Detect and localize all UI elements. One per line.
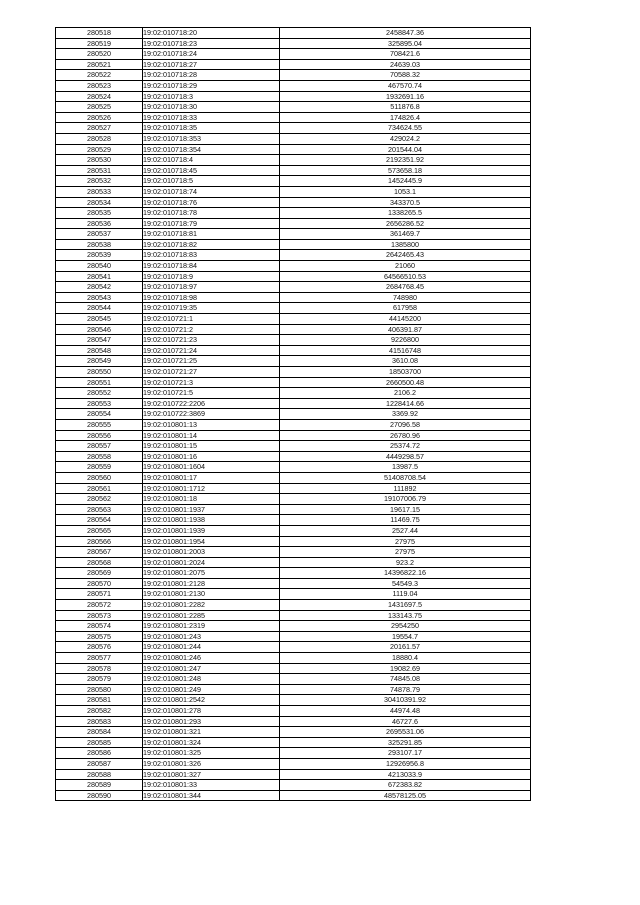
table-row bbox=[56, 748, 531, 759]
row-number-cell: 280555 bbox=[56, 419, 143, 430]
cadastral-number-cell: 19:02:010801:2130 bbox=[143, 589, 280, 600]
table-row bbox=[56, 165, 531, 176]
cadastral-value-cell: 2527.44 bbox=[280, 525, 531, 536]
cadastral-number-cell: 19:02:010718:27 bbox=[143, 59, 280, 70]
row-number-cell: 280545 bbox=[56, 314, 143, 325]
table-row bbox=[56, 282, 531, 293]
table-row bbox=[56, 144, 531, 155]
cadastral-value-cell: 467570.74 bbox=[280, 80, 531, 91]
table-row bbox=[56, 430, 531, 441]
cadastral-number-cell: 19:02:010721:2 bbox=[143, 324, 280, 335]
table-row bbox=[56, 59, 531, 70]
table-row bbox=[56, 621, 531, 632]
row-number-cell: 280552 bbox=[56, 388, 143, 399]
table-row bbox=[56, 547, 531, 558]
cadastral-number-cell: 19:02:010801:15 bbox=[143, 441, 280, 452]
cadastral-value-cell: 13987.5 bbox=[280, 462, 531, 473]
row-number-cell: 280524 bbox=[56, 91, 143, 102]
row-number-cell: 280586 bbox=[56, 748, 143, 759]
table-row bbox=[56, 314, 531, 325]
row-number-cell: 280590 bbox=[56, 790, 143, 801]
cadastral-number-cell: 19:02:010801:247 bbox=[143, 663, 280, 674]
table-row bbox=[56, 589, 531, 600]
cadastral-value-cell: 4213033.9 bbox=[280, 769, 531, 780]
table-row bbox=[56, 494, 531, 505]
table-row bbox=[56, 769, 531, 780]
cadastral-value-cell: 3610.08 bbox=[280, 356, 531, 367]
cadastral-number-cell: 19:02:010801:243 bbox=[143, 631, 280, 642]
row-number-cell: 280519 bbox=[56, 38, 143, 49]
cadastral-number-cell: 19:02:010801:16 bbox=[143, 451, 280, 462]
cadastral-number-cell: 19:02:010801:1604 bbox=[143, 462, 280, 473]
table-row bbox=[56, 568, 531, 579]
cadastral-number-cell: 19:02:010718:30 bbox=[143, 102, 280, 113]
row-number-cell: 280540 bbox=[56, 261, 143, 272]
row-number-cell: 280543 bbox=[56, 292, 143, 303]
cadastral-value-cell: 2106.2 bbox=[280, 388, 531, 399]
cadastral-number-cell: 19:02:010718:23 bbox=[143, 38, 280, 49]
cadastral-value-cell: 30410391.92 bbox=[280, 695, 531, 706]
table-row bbox=[56, 102, 531, 113]
cadastral-value-cell: 325895.04 bbox=[280, 38, 531, 49]
table-row bbox=[56, 388, 531, 399]
table-row bbox=[56, 91, 531, 102]
table-row bbox=[56, 303, 531, 314]
cadastral-number-cell: 19:02:010801:13 bbox=[143, 419, 280, 430]
row-number-cell: 280568 bbox=[56, 557, 143, 568]
cadastral-number-cell: 19:02:010801:33 bbox=[143, 780, 280, 791]
table-row bbox=[56, 706, 531, 717]
cadastral-number-cell: 19:02:010718:98 bbox=[143, 292, 280, 303]
table-row bbox=[56, 578, 531, 589]
cadastral-number-cell: 19:02:010718:78 bbox=[143, 208, 280, 219]
row-number-cell: 280546 bbox=[56, 324, 143, 335]
cadastral-number-cell: 19:02:010718:83 bbox=[143, 250, 280, 261]
row-number-cell: 280550 bbox=[56, 367, 143, 378]
cadastral-value-cell: 46727.6 bbox=[280, 716, 531, 727]
cadastral-number-cell: 19:02:010718:28 bbox=[143, 70, 280, 81]
table-row bbox=[56, 504, 531, 515]
cadastral-number-cell: 19:02:010721:3 bbox=[143, 377, 280, 388]
cadastral-value-cell: 27975 bbox=[280, 547, 531, 558]
row-number-cell: 280563 bbox=[56, 504, 143, 515]
row-number-cell: 280531 bbox=[56, 165, 143, 176]
cadastral-value-cell: 27096.58 bbox=[280, 419, 531, 430]
table-row bbox=[56, 271, 531, 282]
cadastral-value-cell: 19107006.79 bbox=[280, 494, 531, 505]
cadastral-number-cell: 19:02:010801:1939 bbox=[143, 525, 280, 536]
table-row bbox=[56, 112, 531, 123]
row-number-cell: 280537 bbox=[56, 229, 143, 240]
table-row bbox=[56, 631, 531, 642]
row-number-cell: 280527 bbox=[56, 123, 143, 134]
cadastral-value-cell: 1932691.16 bbox=[280, 91, 531, 102]
cadastral-value-cell: 1452445.9 bbox=[280, 176, 531, 187]
cadastral-value-cell: 9226800 bbox=[280, 335, 531, 346]
table-row bbox=[56, 123, 531, 134]
cadastral-number-cell: 19:02:010801:248 bbox=[143, 674, 280, 685]
row-number-cell: 280567 bbox=[56, 547, 143, 558]
cadastral-number-cell: 19:02:010718:76 bbox=[143, 197, 280, 208]
table-row bbox=[56, 483, 531, 494]
table-row bbox=[56, 398, 531, 409]
cadastral-value-cell: 19617.15 bbox=[280, 504, 531, 515]
row-number-cell: 280544 bbox=[56, 303, 143, 314]
table-row bbox=[56, 419, 531, 430]
table-row bbox=[56, 208, 531, 219]
cadastral-value-cell: 4449298.57 bbox=[280, 451, 531, 462]
table-row bbox=[56, 292, 531, 303]
cadastral-value-table bbox=[55, 27, 531, 801]
cadastral-number-cell: 19:02:010718:45 bbox=[143, 165, 280, 176]
cadastral-number-cell: 19:02:010801:18 bbox=[143, 494, 280, 505]
row-number-cell: 280536 bbox=[56, 218, 143, 229]
cadastral-number-cell: 19:02:010801:244 bbox=[143, 642, 280, 653]
cadastral-number-cell: 19:02:010718:354 bbox=[143, 144, 280, 155]
cadastral-value-cell: 24639.03 bbox=[280, 59, 531, 70]
row-number-cell: 280541 bbox=[56, 271, 143, 282]
cadastral-value-cell: 74878.79 bbox=[280, 684, 531, 695]
cadastral-value-cell: 293107.17 bbox=[280, 748, 531, 759]
cadastral-number-cell: 19:02:010718:20 bbox=[143, 28, 280, 39]
cadastral-value-cell: 44974.48 bbox=[280, 706, 531, 717]
cadastral-number-cell: 19:02:010801:326 bbox=[143, 758, 280, 769]
cadastral-value-cell: 111892 bbox=[280, 483, 531, 494]
cadastral-value-cell: 25374.72 bbox=[280, 441, 531, 452]
row-number-cell: 280571 bbox=[56, 589, 143, 600]
cadastral-number-cell: 19:02:010801:1954 bbox=[143, 536, 280, 547]
cadastral-number-cell: 19:02:010801:17 bbox=[143, 472, 280, 483]
cadastral-value-cell: 2954250 bbox=[280, 621, 531, 632]
row-number-cell: 280534 bbox=[56, 197, 143, 208]
table-row bbox=[56, 324, 531, 335]
table-row bbox=[56, 261, 531, 272]
cadastral-value-cell: 54549.3 bbox=[280, 578, 531, 589]
row-number-cell: 280520 bbox=[56, 49, 143, 60]
row-number-cell: 280574 bbox=[56, 621, 143, 632]
cadastral-value-cell: 27975 bbox=[280, 536, 531, 547]
cadastral-value-cell: 19554.7 bbox=[280, 631, 531, 642]
cadastral-value-cell: 18880.4 bbox=[280, 653, 531, 664]
table-row bbox=[56, 653, 531, 664]
row-number-cell: 280576 bbox=[56, 642, 143, 653]
cadastral-number-cell: 19:02:010718:79 bbox=[143, 218, 280, 229]
row-number-cell: 280522 bbox=[56, 70, 143, 81]
cadastral-value-cell: 2695531.06 bbox=[280, 727, 531, 738]
table-row bbox=[56, 335, 531, 346]
table-row bbox=[56, 695, 531, 706]
row-number-cell: 280551 bbox=[56, 377, 143, 388]
cadastral-value-cell: 748980 bbox=[280, 292, 531, 303]
row-number-cell: 280532 bbox=[56, 176, 143, 187]
row-number-cell: 280579 bbox=[56, 674, 143, 685]
cadastral-value-cell: 3369.92 bbox=[280, 409, 531, 420]
row-number-cell: 280538 bbox=[56, 239, 143, 250]
table-row bbox=[56, 186, 531, 197]
row-number-cell: 280554 bbox=[56, 409, 143, 420]
table-row bbox=[56, 451, 531, 462]
row-number-cell: 280565 bbox=[56, 525, 143, 536]
cadastral-number-cell: 19:02:010718:24 bbox=[143, 49, 280, 60]
cadastral-value-cell: 11469.75 bbox=[280, 515, 531, 526]
table-row bbox=[56, 472, 531, 483]
cadastral-value-cell: 1431697.5 bbox=[280, 600, 531, 611]
row-number-cell: 280564 bbox=[56, 515, 143, 526]
cadastral-value-cell: 734624.55 bbox=[280, 123, 531, 134]
row-number-cell: 280577 bbox=[56, 653, 143, 664]
cadastral-value-cell: 44145200 bbox=[280, 314, 531, 325]
row-number-cell: 280556 bbox=[56, 430, 143, 441]
row-number-cell: 280525 bbox=[56, 102, 143, 113]
row-number-cell: 280539 bbox=[56, 250, 143, 261]
cadastral-value-cell: 51408708.54 bbox=[280, 472, 531, 483]
table-row bbox=[56, 737, 531, 748]
cadastral-value-cell: 70588.32 bbox=[280, 70, 531, 81]
row-number-cell: 280553 bbox=[56, 398, 143, 409]
cadastral-number-cell: 19:02:010801:2003 bbox=[143, 547, 280, 558]
cadastral-value-cell: 511876.8 bbox=[280, 102, 531, 113]
row-number-cell: 280578 bbox=[56, 663, 143, 674]
table-row bbox=[56, 780, 531, 791]
table-row bbox=[56, 441, 531, 452]
cadastral-number-cell: 19:02:010801:344 bbox=[143, 790, 280, 801]
table-row bbox=[56, 80, 531, 91]
cadastral-value-cell: 573658.18 bbox=[280, 165, 531, 176]
table-row bbox=[56, 133, 531, 144]
cadastral-value-cell: 201544.04 bbox=[280, 144, 531, 155]
table-row bbox=[56, 250, 531, 261]
table-row bbox=[56, 197, 531, 208]
cadastral-number-cell: 19:02:010801:325 bbox=[143, 748, 280, 759]
row-number-cell: 280589 bbox=[56, 780, 143, 791]
cadastral-value-cell: 406391.87 bbox=[280, 324, 531, 335]
cadastral-value-cell: 41516748 bbox=[280, 345, 531, 356]
row-number-cell: 280529 bbox=[56, 144, 143, 155]
cadastral-value-cell: 2656286.52 bbox=[280, 218, 531, 229]
cadastral-value-cell: 21060 bbox=[280, 261, 531, 272]
table-row bbox=[56, 70, 531, 81]
table-row bbox=[56, 367, 531, 378]
cadastral-number-cell: 19:02:010801:321 bbox=[143, 727, 280, 738]
row-number-cell: 280560 bbox=[56, 472, 143, 483]
table-row bbox=[56, 218, 531, 229]
table-row bbox=[56, 716, 531, 727]
cadastral-number-cell: 19:02:010718:84 bbox=[143, 261, 280, 272]
cadastral-number-cell: 19:02:010721:27 bbox=[143, 367, 280, 378]
cadastral-number-cell: 19:02:010801:2024 bbox=[143, 557, 280, 568]
table-row bbox=[56, 239, 531, 250]
cadastral-number-cell: 19:02:010718:3 bbox=[143, 91, 280, 102]
row-number-cell: 280566 bbox=[56, 536, 143, 547]
cadastral-number-cell: 19:02:010801:2282 bbox=[143, 600, 280, 611]
cadastral-value-cell: 672383.82 bbox=[280, 780, 531, 791]
table-row bbox=[56, 727, 531, 738]
table-row bbox=[56, 462, 531, 473]
cadastral-number-cell: 19:02:010722:3869 bbox=[143, 409, 280, 420]
cadastral-value-cell: 64566510.53 bbox=[280, 271, 531, 282]
cadastral-number-cell: 19:02:010801:2285 bbox=[143, 610, 280, 621]
cadastral-number-cell: 19:02:010801:2319 bbox=[143, 621, 280, 632]
row-number-cell: 280572 bbox=[56, 600, 143, 611]
cadastral-value-cell: 2660500.48 bbox=[280, 377, 531, 388]
cadastral-number-cell: 19:02:010718:82 bbox=[143, 239, 280, 250]
cadastral-value-cell: 174826.4 bbox=[280, 112, 531, 123]
row-number-cell: 280547 bbox=[56, 335, 143, 346]
cadastral-value-cell: 1338265.5 bbox=[280, 208, 531, 219]
cadastral-number-cell: 19:02:010801:293 bbox=[143, 716, 280, 727]
cadastral-number-cell: 19:02:010801:324 bbox=[143, 737, 280, 748]
table-row bbox=[56, 684, 531, 695]
cadastral-value-cell: 2458847.36 bbox=[280, 28, 531, 39]
row-number-cell: 280533 bbox=[56, 186, 143, 197]
cadastral-value-cell: 1228414.66 bbox=[280, 398, 531, 409]
table-row bbox=[56, 663, 531, 674]
row-number-cell: 280518 bbox=[56, 28, 143, 39]
table-row bbox=[56, 356, 531, 367]
table-row bbox=[56, 674, 531, 685]
table-row bbox=[56, 642, 531, 653]
cadastral-number-cell: 19:02:010801:1712 bbox=[143, 483, 280, 494]
cadastral-number-cell: 19:02:010721:25 bbox=[143, 356, 280, 367]
cadastral-number-cell: 19:02:010721:23 bbox=[143, 335, 280, 346]
row-number-cell: 280562 bbox=[56, 494, 143, 505]
cadastral-value-cell: 2642465.43 bbox=[280, 250, 531, 261]
cadastral-number-cell: 19:02:010718:5 bbox=[143, 176, 280, 187]
cadastral-number-cell: 19:02:010801:2128 bbox=[143, 578, 280, 589]
table-row bbox=[56, 515, 531, 526]
row-number-cell: 280558 bbox=[56, 451, 143, 462]
table-row bbox=[56, 610, 531, 621]
cadastral-value-cell: 26780.96 bbox=[280, 430, 531, 441]
table-body bbox=[56, 28, 531, 801]
cadastral-number-cell: 19:02:010718:353 bbox=[143, 133, 280, 144]
row-number-cell: 280548 bbox=[56, 345, 143, 356]
row-number-cell: 280561 bbox=[56, 483, 143, 494]
row-number-cell: 280549 bbox=[56, 356, 143, 367]
cadastral-value-cell: 343370.5 bbox=[280, 197, 531, 208]
cadastral-number-cell: 19:02:010722:2206 bbox=[143, 398, 280, 409]
cadastral-value-cell: 361469.7 bbox=[280, 229, 531, 240]
cadastral-number-cell: 19:02:010718:74 bbox=[143, 186, 280, 197]
table-row bbox=[56, 28, 531, 39]
cadastral-number-cell: 19:02:010801:2542 bbox=[143, 695, 280, 706]
table-row bbox=[56, 49, 531, 60]
cadastral-number-cell: 19:02:010801:246 bbox=[143, 653, 280, 664]
row-number-cell: 280583 bbox=[56, 716, 143, 727]
cadastral-number-cell: 19:02:010721:5 bbox=[143, 388, 280, 399]
cadastral-number-cell: 19:02:010721:24 bbox=[143, 345, 280, 356]
row-number-cell: 280526 bbox=[56, 112, 143, 123]
row-number-cell: 280580 bbox=[56, 684, 143, 695]
cadastral-value-cell: 1053.1 bbox=[280, 186, 531, 197]
cadastral-value-cell: 325291.85 bbox=[280, 737, 531, 748]
cadastral-number-cell: 19:02:010801:278 bbox=[143, 706, 280, 717]
cadastral-value-cell: 14396822.16 bbox=[280, 568, 531, 579]
table-row bbox=[56, 377, 531, 388]
table-row bbox=[56, 176, 531, 187]
row-number-cell: 280588 bbox=[56, 769, 143, 780]
table-row bbox=[56, 345, 531, 356]
row-number-cell: 280584 bbox=[56, 727, 143, 738]
cadastral-value-cell: 2192351.92 bbox=[280, 155, 531, 166]
row-number-cell: 280542 bbox=[56, 282, 143, 293]
table-row bbox=[56, 409, 531, 420]
cadastral-value-cell: 20161.57 bbox=[280, 642, 531, 653]
row-number-cell: 280569 bbox=[56, 568, 143, 579]
row-number-cell: 280582 bbox=[56, 706, 143, 717]
cadastral-value-cell: 2684768.45 bbox=[280, 282, 531, 293]
table-row bbox=[56, 536, 531, 547]
table-row bbox=[56, 790, 531, 801]
row-number-cell: 280528 bbox=[56, 133, 143, 144]
table-row bbox=[56, 155, 531, 166]
table-row bbox=[56, 557, 531, 568]
cadastral-value-cell: 48578125.05 bbox=[280, 790, 531, 801]
cadastral-value-cell: 1119.04 bbox=[280, 589, 531, 600]
cadastral-value-cell: 1385800 bbox=[280, 239, 531, 250]
row-number-cell: 280521 bbox=[56, 59, 143, 70]
table-row bbox=[56, 525, 531, 536]
table-row bbox=[56, 229, 531, 240]
row-number-cell: 280573 bbox=[56, 610, 143, 621]
cadastral-value-cell: 708421.6 bbox=[280, 49, 531, 60]
cadastral-number-cell: 19:02:010801:249 bbox=[143, 684, 280, 695]
row-number-cell: 280570 bbox=[56, 578, 143, 589]
cadastral-value-cell: 923.2 bbox=[280, 557, 531, 568]
cadastral-value-cell: 617958 bbox=[280, 303, 531, 314]
row-number-cell: 280585 bbox=[56, 737, 143, 748]
cadastral-number-cell: 19:02:010721:1 bbox=[143, 314, 280, 325]
row-number-cell: 280587 bbox=[56, 758, 143, 769]
cadastral-number-cell: 19:02:010718:33 bbox=[143, 112, 280, 123]
cadastral-value-cell: 429024.2 bbox=[280, 133, 531, 144]
cadastral-value-cell: 12926956.8 bbox=[280, 758, 531, 769]
cadastral-number-cell: 19:02:010718:29 bbox=[143, 80, 280, 91]
cadastral-value-cell: 133143.75 bbox=[280, 610, 531, 621]
cadastral-number-cell: 19:02:010801:1937 bbox=[143, 504, 280, 515]
cadastral-number-cell: 19:02:010801:2075 bbox=[143, 568, 280, 579]
row-number-cell: 280575 bbox=[56, 631, 143, 642]
cadastral-number-cell: 19:02:010718:97 bbox=[143, 282, 280, 293]
cadastral-number-cell: 19:02:010801:1938 bbox=[143, 515, 280, 526]
cadastral-number-cell: 19:02:010718:81 bbox=[143, 229, 280, 240]
row-number-cell: 280581 bbox=[56, 695, 143, 706]
cadastral-number-cell: 19:02:010718:4 bbox=[143, 155, 280, 166]
cadastral-number-cell: 19:02:010719:35 bbox=[143, 303, 280, 314]
cadastral-number-cell: 19:02:010801:327 bbox=[143, 769, 280, 780]
cadastral-number-cell: 19:02:010718:9 bbox=[143, 271, 280, 282]
row-number-cell: 280523 bbox=[56, 80, 143, 91]
row-number-cell: 280557 bbox=[56, 441, 143, 452]
table-row bbox=[56, 600, 531, 611]
row-number-cell: 280535 bbox=[56, 208, 143, 219]
cadastral-value-cell: 74845.08 bbox=[280, 674, 531, 685]
table-row bbox=[56, 758, 531, 769]
table-row bbox=[56, 38, 531, 49]
cadastral-number-cell: 19:02:010718:35 bbox=[143, 123, 280, 134]
row-number-cell: 280559 bbox=[56, 462, 143, 473]
cadastral-number-cell: 19:02:010801:14 bbox=[143, 430, 280, 441]
cadastral-value-cell: 18503700 bbox=[280, 367, 531, 378]
row-number-cell: 280530 bbox=[56, 155, 143, 166]
cadastral-value-cell: 19082.69 bbox=[280, 663, 531, 674]
